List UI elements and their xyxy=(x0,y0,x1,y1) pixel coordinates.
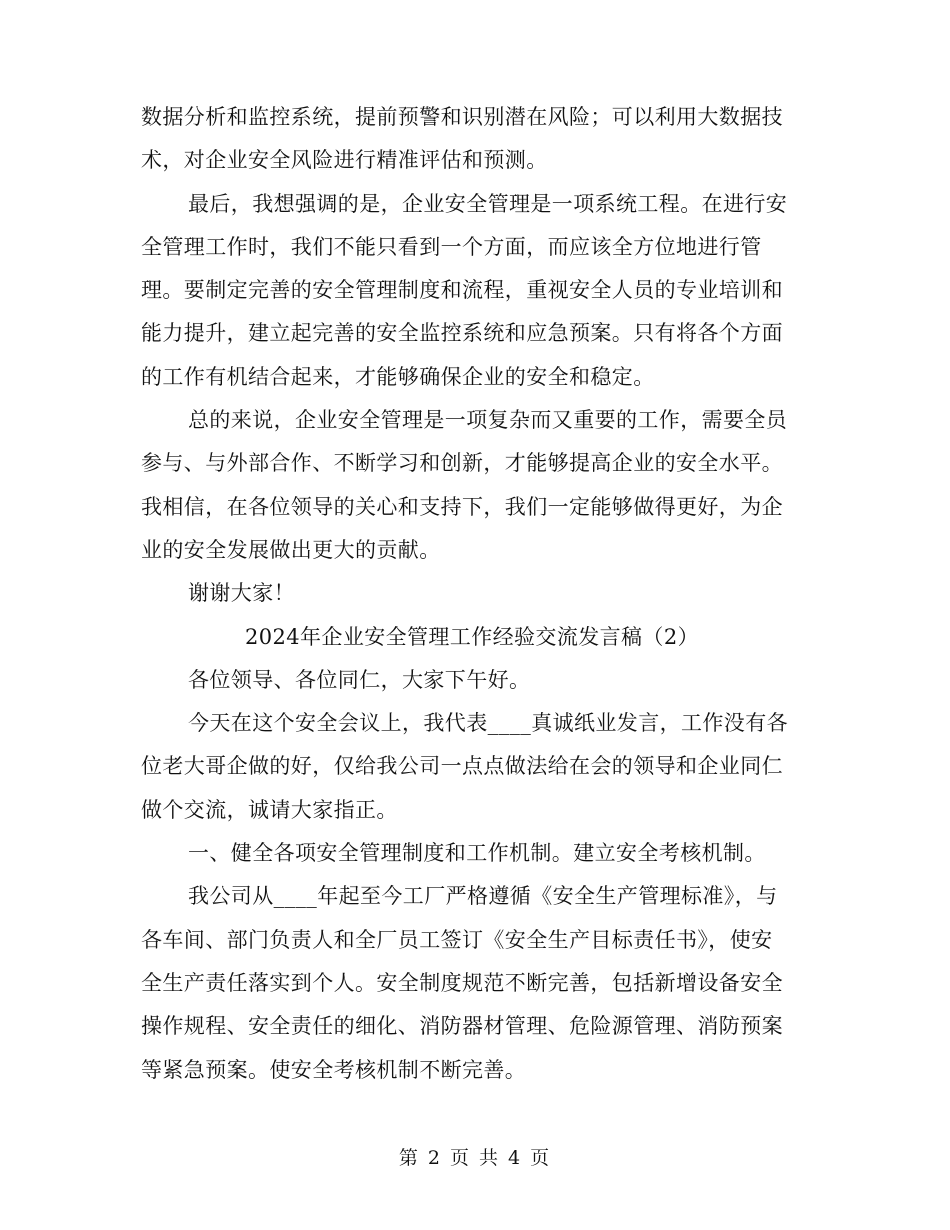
paragraph-line: 最后，我想强调的是，企业安全管理是一项系统工程。在进行安 xyxy=(188,191,788,216)
paragraph-line: 各车间、部门负责人和全厂员工签订《安全生产目标责任书》，使安 xyxy=(141,927,773,952)
paragraphs-after-title xyxy=(141,659,803,1092)
document-body xyxy=(141,96,803,1092)
paragraph-line: 业的安全发展做出更大的贡献。 xyxy=(141,537,441,562)
paragraphs-before-title xyxy=(141,96,803,616)
paragraph-p-summary xyxy=(141,399,803,572)
paragraph-line: 谢谢大家！ xyxy=(188,581,295,606)
paragraph-line: 一、健全各项安全管理制度和工作机制。建立安全考核机制。 xyxy=(188,841,766,866)
paragraph-p-section-1 xyxy=(141,832,803,875)
paragraph-line: 我相信，在各位领导的关心和支持下，我们一定能够做得更好，为企 xyxy=(141,494,783,519)
paragraph-line: 参与、与外部合作、不断学习和创新，才能够提高企业的安全水平。 xyxy=(141,451,783,476)
section-title: 2024年企业安全管理工作经验交流发言稿（2） xyxy=(244,624,699,649)
paragraph-p-intro-cont xyxy=(141,96,803,183)
paragraph-line: 总的来说，企业安全管理是一项复杂而又重要的工作，需要全员 xyxy=(188,408,788,433)
paragraph-p-thanks xyxy=(141,572,803,615)
paragraph-p-greeting xyxy=(141,659,803,702)
paragraph-line: 数据分析和监控系统，提前预警和识别潜在风险；可以利用大数据技 xyxy=(141,105,783,129)
paragraph-line: 各位领导、各位同仁，大家下午好。 xyxy=(188,667,531,692)
paragraph-line: 操作规程、安全责任的细化、消防器材管理、危险源管理、消防预案 xyxy=(141,1014,783,1039)
paragraph-line: 全生产责任落实到个人。安全制度规范不断完善，包括新增设备安全 xyxy=(141,970,783,995)
paragraph-line: 我公司从____年起至今工厂严格遵循《安全生产管理标准》，与 xyxy=(188,884,778,909)
paragraph-line: 的工作有机结合起来，才能够确保企业的安全和稳定。 xyxy=(141,364,655,389)
paragraph-line: 能力提升，建立起完善的安全监控系统和应急预案。只有将各个方面 xyxy=(141,321,783,346)
paragraph-p-company xyxy=(141,875,803,1091)
paragraph-p-finally xyxy=(141,183,803,399)
paragraph-p-today xyxy=(141,702,803,832)
paragraph-line: 术，对企业安全风险进行精准评估和预测。 xyxy=(141,148,548,173)
paragraph-line: 等紧急预案。使安全考核机制不断完善。 xyxy=(141,1057,527,1082)
paragraph-line: 位老大哥企做的好，仅给我公司一点点做法给在会的领导和企业同仁 xyxy=(141,754,783,779)
paragraph-line: 今天在这个安全会议上，我代表____真诚纸业发言，工作没有各 xyxy=(188,711,788,736)
paragraph-line: 理。要制定完善的安全管理制度和流程，重视安全人员的专业培训和 xyxy=(141,278,783,303)
paragraph-line: 全管理工作时，我们不能只看到一个方面，而应该全方位地进行管 xyxy=(141,234,762,259)
paragraph-line: 做个交流，诚请大家指正。 xyxy=(141,797,398,822)
page-footer: 第 2 页 共 4 页 xyxy=(398,1147,552,1169)
